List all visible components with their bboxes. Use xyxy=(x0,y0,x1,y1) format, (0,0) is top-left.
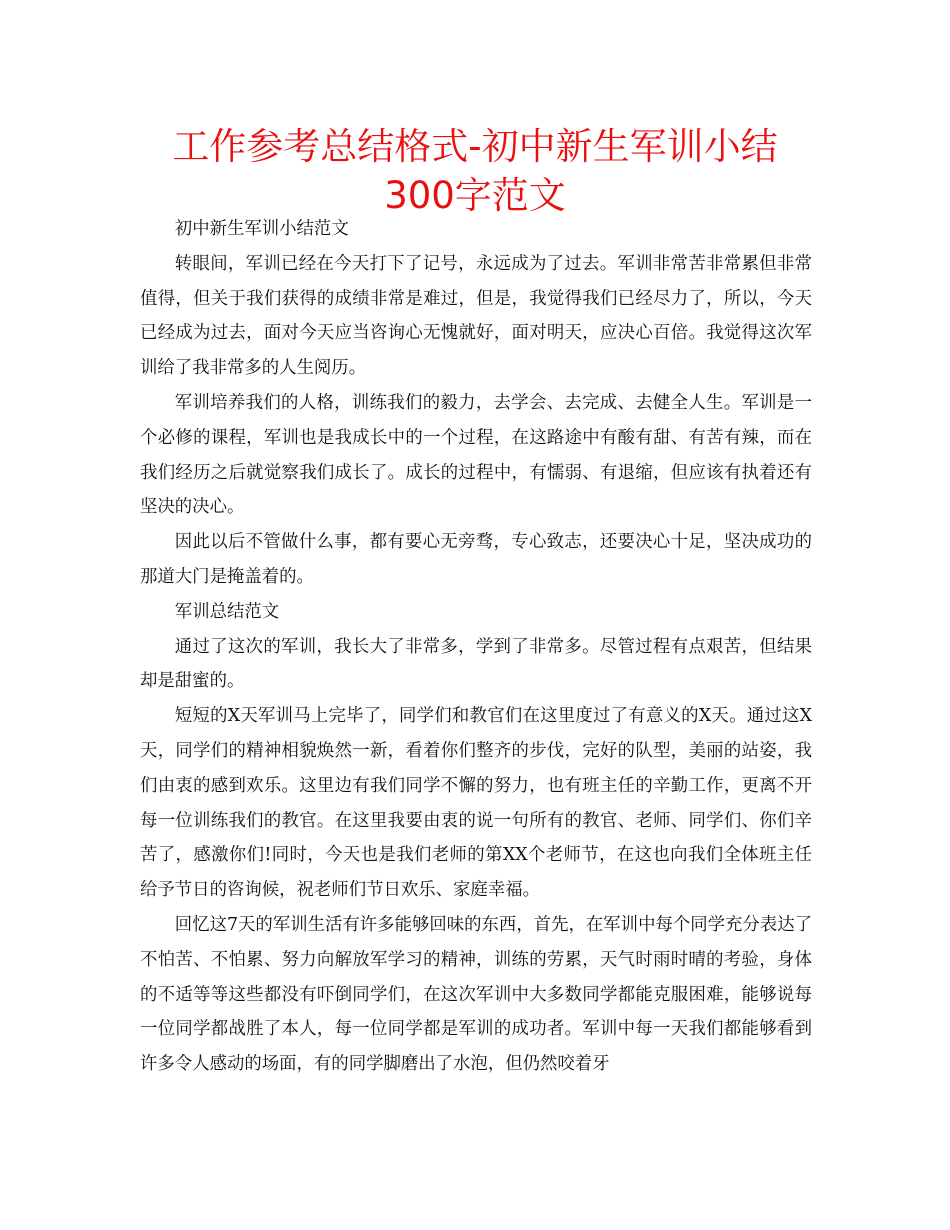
document-body xyxy=(140,212,812,1082)
paragraph: 因此以后不管做什么事，都有要心无旁骛，专心致志，还要决心十足，坚决成功的那道大门是掩盖着的。 xyxy=(140,532,812,587)
paragraph: 回忆这7天的军训生活有许多能够回味的东西，首先，在军训中每个同学充分表达了不怕苦、不怕累、努力向解放军学习的精神，训练的劳累，天气时雨时晴的考验，身体的不适等等这些都没有吓倒同学们，在这次军训中大多数同学都能克服困难，能够说每一位同学都战胜了本人，每一位同学都是军训的成功者。军训中每一天我们都能够看到许多令人感动的场面，有的同学脚磨出了水泡，但仍然咬着牙 xyxy=(140,914,812,1075)
paragraph-subtitle-2: 军训总结范文 xyxy=(174,601,280,622)
paragraph: 通过了这次的军训，我长大了非常多，学到了非常多。尽管过程有点艰苦，但结果却是甜蜜的。 xyxy=(140,636,812,692)
paragraph: 军训培养我们的人格，训练我们的毅力，去学会、去完成、去健全人生。军训是一个必修的课程，军训也是我成长中的一个过程，在这路途中有酸有甜、有苦有辣，而在我们经历之后就觉察我们成长了。成长的过程中，有懦弱、有退缩，但应该有执着还有坚决的决心。 xyxy=(140,392,812,518)
document-title: 工作参考总结格式-初中新生军训小结300字范文 xyxy=(172,125,778,217)
paragraph: 转眼间，军训已经在今天打下了记号，永远成为了过去。军训非常苦非常累但非常值得，但关于我们获得的成绩非常是难过，但是，我觉得我们已经尽力了，所以，今天已经成为过去，面对今天应当咨询心无愧就好，面对明天，应决心百倍。我觉得这次军训给了我非常多的人生阅历。 xyxy=(140,253,812,379)
paragraph: 短短的X天军训马上完毕了，同学们和教官们在这里度过了有意义的X天。通过这X天，同学们的精神相貌焕然一新，看着你们整齐的步伐，完好的队型，美丽的站姿，我们由衷的感到欢乐。这里边有我们同学不懈的努力，也有班主任的辛勤工作，更离不开每一位训练我们的教官。在这里我要由衷的说一句所有的教官、老师、同学们、你们辛苦了，感激你们!同时，今天也是我们老师的第XX个老师节，在这也向我们全体班主任给予节日的咨询候，祝老师们节日欢乐、家庭幸福。 xyxy=(140,706,812,901)
paragraph-subtitle-1: 初中新生军训小结范文 xyxy=(174,219,349,239)
